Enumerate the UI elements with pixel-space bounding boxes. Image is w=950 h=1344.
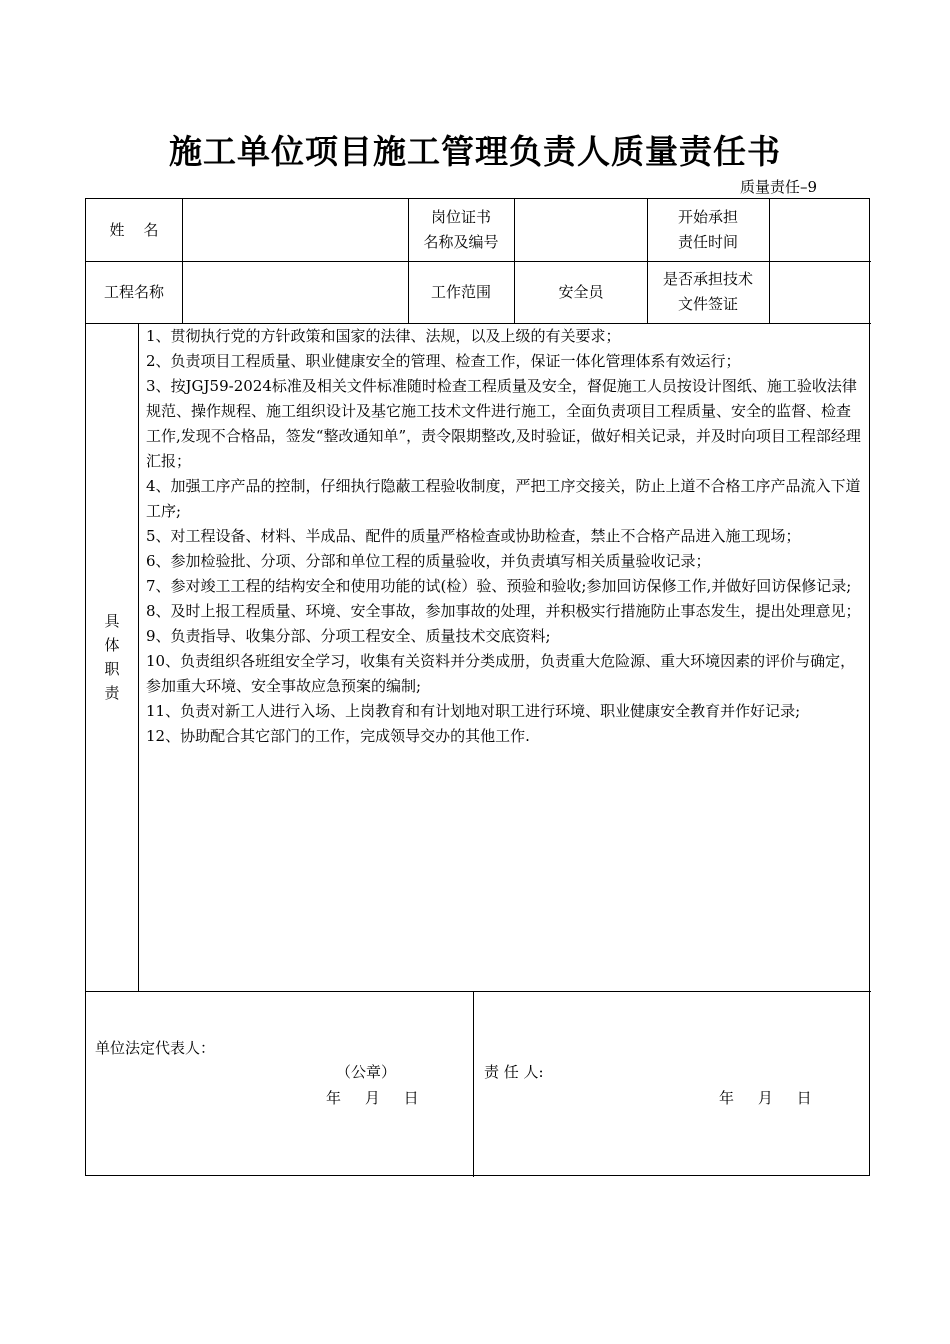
start-time-label-line-2: 责任时间 xyxy=(677,233,738,251)
certificate-label-line-2: 名称及编号 xyxy=(423,233,499,251)
legal-representative-label: 单位法定代表人： xyxy=(95,1039,216,1057)
project-name-label xyxy=(86,261,182,323)
duty-item: 4、加强工序产品的控制，仔细执行隐蔽工程验收制度，严把工序交接关，防止上道不合格工序产品流入下道工序; xyxy=(146,477,861,520)
row-divider-3 xyxy=(86,991,871,992)
name-value-field[interactable] xyxy=(183,199,408,261)
duty-item: 3、按JGJ59-2024标准及相关文件标准随时检查工程质量及安全，督促施工人员按设计图纸、施工验收法律规范、操作规程、施工组织设计及基它施工技术文件进行施工，全面负责项目工程质量、安全的监督、检查工作,发现不合格品，签发“整改通知单”，责令限期整改,及时验证，做好相关记录，并及时向项目工程部经理汇报； xyxy=(146,377,861,470)
name-label xyxy=(86,199,182,261)
duty-item: 1、贯彻执行党的方针政策和国家的法律、法规，以及上级的有关要求； xyxy=(146,327,621,345)
duty-item: 6、参加检验批、分项、分部和单位工程的质量验收，并负责填写相关质量验收记录； xyxy=(146,552,711,570)
duties-label-char-1: 具 xyxy=(104,612,120,630)
work-scope-label-text: 工作范围 xyxy=(430,282,491,301)
certificate-label-line-1: 岗位证书 xyxy=(430,208,491,226)
start-time-label-line-1: 开始承担 xyxy=(677,208,738,226)
duty-item: 9、负责指导、收集分部、分项工程安全、质量技术交底资料; xyxy=(146,627,551,645)
right-date-label: 年 月 日 xyxy=(719,1089,812,1107)
certificate-label xyxy=(408,199,514,261)
work-scope-value xyxy=(515,261,647,323)
duties-label-char-4: 责 xyxy=(104,684,120,702)
tech-signoff-label-line-1: 是否承担技术 xyxy=(662,270,753,288)
duty-item: 8、及时上报工程质量、环境、安全事故，参加事故的处理，并积极实行措施防止事态发生，提出处理意见； xyxy=(146,602,861,620)
responsible-person-label: 责 任 人: xyxy=(484,1063,544,1081)
work-scope-label xyxy=(408,261,514,323)
start-time-value-field[interactable] xyxy=(770,199,870,261)
work-scope-value-text: 安全员 xyxy=(558,282,604,301)
duty-item: 11、负责对新工人进行入场、上岗教育和有计划地对职工进行环境、职业健康安全教育并作好记录; xyxy=(146,702,801,720)
project-name-value-field[interactable] xyxy=(183,261,408,323)
certificate-value-field[interactable] xyxy=(515,199,647,261)
project-name-label-text: 工程名称 xyxy=(103,282,164,301)
signature-divider xyxy=(473,991,474,1177)
duties-label-char-2: 体 xyxy=(104,636,120,654)
duties-label-char-3: 职 xyxy=(104,660,120,678)
duties-list xyxy=(146,324,864,749)
duty-item: 7、参对竣工工程的结构安全和使用功能的试(检）验、预验和验收;参加回访保修工作,并做好回访保修记录; xyxy=(146,577,852,595)
start-time-label xyxy=(647,199,769,261)
left-date-label: 年 月 日 xyxy=(326,1089,419,1107)
duty-item: 5、对工程设备、材料、半成品、配件的质量严格检查或协助检查，禁止不合格产品进入施工现场； xyxy=(146,527,801,545)
responsibility-form xyxy=(85,198,870,1176)
duty-label-divider xyxy=(138,323,139,991)
duty-item: 12、协助配合其它部门的工作，完成领导交办的其他工作. xyxy=(146,727,530,745)
tech-signoff-label xyxy=(647,261,769,323)
duties-label xyxy=(86,323,138,991)
duty-item: 2、负责项目工程质量、职业健康安全的管理、检查工作，保证一体化管理体系有效运行； xyxy=(146,352,741,370)
official-seal-label: （公章） xyxy=(336,1063,397,1081)
tech-signoff-value-field[interactable] xyxy=(770,261,870,323)
name-label-text: 姓 名 xyxy=(109,220,159,239)
page-title: 施工单位项目施工管理负责人质量责任书 xyxy=(169,132,781,171)
duty-item: 10、负责组织各班组安全学习，收集有关资料并分类成册，负责重大危险源、重大环境因素的评价与确定，参加重大环境、安全事故应急预案的编制; xyxy=(146,652,856,695)
document-number: 质量责任–9 xyxy=(740,178,818,196)
tech-signoff-label-line-2: 文件签证 xyxy=(677,295,738,313)
